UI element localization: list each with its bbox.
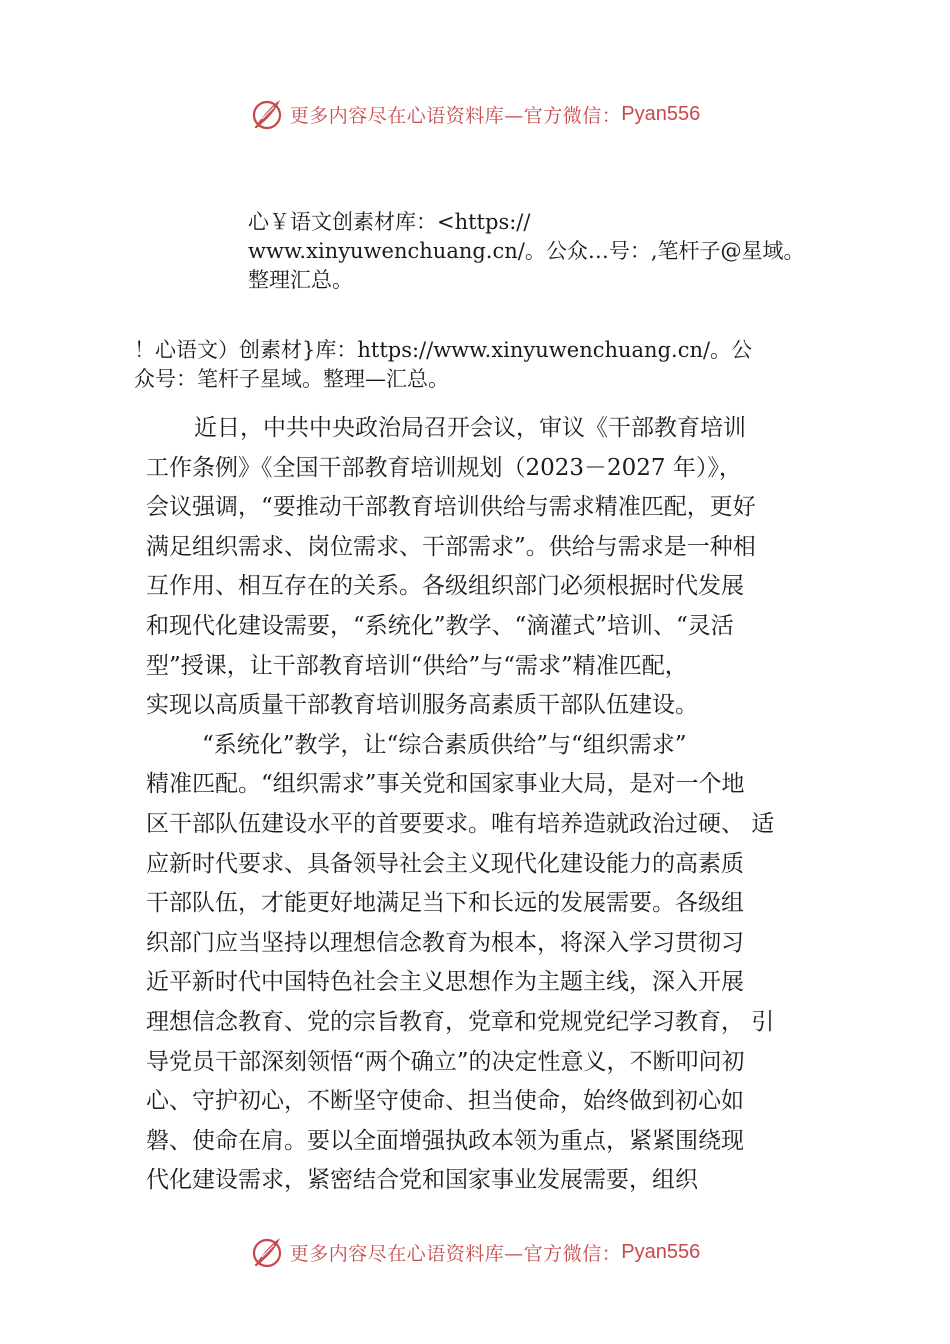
header-banner xyxy=(0,94,950,134)
text-line: 满足组织需求、岗位需求、干部需求”。供给与需求是一种相 xyxy=(146,533,756,560)
text-line: 型”授课，让干部教育培训“供给”与“需求”精准匹配， xyxy=(146,652,688,679)
text-line: 干部队伍，才能更好地满足当下和长远的发展需要。各级组 xyxy=(146,890,744,917)
watermark-block-2 xyxy=(134,336,854,394)
paragraph-2 xyxy=(146,726,826,1201)
text-line: “系统化”教学，让“综合素质供给”与“组织需求” xyxy=(202,731,687,758)
paragraph-1 xyxy=(146,409,826,726)
text-line: 互作用、相互存在的关系。各级组织部门必须根据时代发展 xyxy=(146,573,744,600)
text-line: 会议强调，“要推动干部教育培训供给与需求精准匹配，更好 xyxy=(146,494,756,521)
text-line: 代化建设需求，紧密结合党和国家事业发展需要，组织 xyxy=(146,1167,698,1194)
banner-wechat-id: Pyan556 xyxy=(621,102,701,125)
watermark-line: ！心语文）创素材}库：https://www.xinyuwenchuang.cn/。公 xyxy=(134,338,753,362)
text-line: 区干部队伍建设水平的首要要求。唯有培养造就政治过硬、 适 xyxy=(146,810,775,837)
text-line: 实现以高质量干部教育培训服务高素质干部队伍建设。 xyxy=(146,692,698,719)
text-line: 磐、使命在肩。要以全面增强执政本领为重点，紧紧围绕现 xyxy=(146,1127,744,1154)
text-line: 应新时代要求、具备领导社会主义现代化建设能力的高素质 xyxy=(146,850,744,877)
watermark-line: www.xinyuwenchuang.cn/。公众…号：,笔杆子@星域。 xyxy=(248,239,805,263)
text-line: 理想信念教育、党的宗旨教育，党章和党规党纪学习教育， 引 xyxy=(146,1008,775,1035)
text-line: 和现代化建设需要，“系统化”教学、“滴灌式”培训、“灵活 xyxy=(146,612,734,639)
quill-logo-icon xyxy=(250,1235,284,1269)
text-line: 近平新时代中国特色社会主义思想作为主题主线，深入开展 xyxy=(146,969,744,996)
text-line: 导党员干部深刻领悟“两个确立”的决定性意义，不断叩问初 xyxy=(146,1048,745,1075)
watermark-line: 整理汇总。 xyxy=(248,268,353,292)
text-line: 织部门应当坚持以理想信念教育为根本，将深入学习贯彻习 xyxy=(146,929,744,956)
quill-logo-icon xyxy=(250,97,284,131)
footer-banner xyxy=(0,1232,950,1272)
text-line: 精准匹配。“组织需求”事关党和国家事业大局，是对一个地 xyxy=(146,771,745,798)
article-body xyxy=(146,409,826,1201)
watermark-line: 众号：笔杆子星域。整理—汇总。 xyxy=(134,367,449,391)
text-line: 近日，中共中央政治局召开会议，审议《干部教育培训 xyxy=(194,415,746,441)
watermark-block xyxy=(248,208,868,295)
banner-text: 更多内容尽在心语资料库—官方微信： xyxy=(289,1242,622,1265)
banner-text: 更多内容尽在心语资料库—官方微信： xyxy=(289,104,622,127)
banner-wechat-id: Pyan556 xyxy=(621,1240,701,1263)
text-line: 心、守护初心，不断坚守使命、担当使命，始终做到初心如 xyxy=(146,1088,744,1115)
text-line: 工作条例》《全国干部教育培训规划（2023－2027 年）》， xyxy=(146,454,742,481)
watermark-line: 心￥语文创素材库：<https:// xyxy=(248,210,531,234)
